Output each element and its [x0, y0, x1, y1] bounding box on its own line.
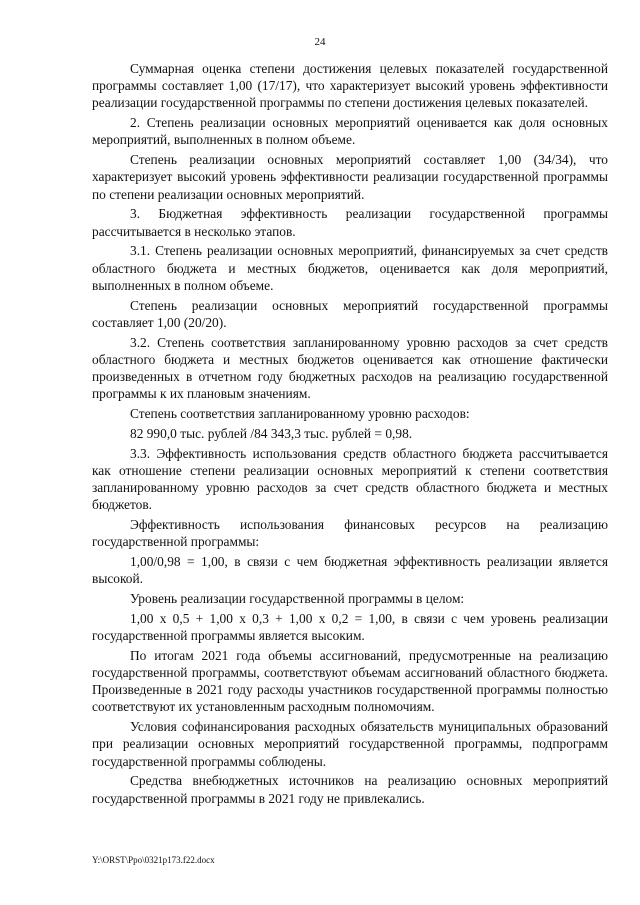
paragraph: 3.1. Степень реализации основных мероприятий, финансируемых за счет средств областного бюджета и местных бюджетов, оценивается как доля мероприятий, выполненных в полном объеме.	[92, 243, 608, 293]
paragraph: 3.3. Эффективность использования средств областного бюджета рассчитывается как отношение степени реализации основных мероприятий к степени соответствия запланированному уровню расходов за счет средств областного бюджета и местных бюджетов.	[92, 445, 608, 513]
paragraph: Степень реализации основных мероприятий государственной программы составляет 1,00 (20/20).	[92, 297, 608, 330]
document-body	[92, 60, 608, 809]
paragraph: Суммарная оценка степени достижения целевых показателей государственной программы составляет 1,00 (17/17), что характеризует высокий уровень эффективности реализации государственной программы по степени достижения целевых показателей.	[92, 61, 608, 111]
paragraph: 3. Бюджетная эффективность реализации государственной программы рассчитывается в несколько этапов.	[92, 206, 608, 239]
paragraph: Средства внебюджетных источников на реализацию основных мероприятий государственной программы в 2021 году не привлекались.	[92, 773, 608, 806]
paragraph: Условия софинансирования расходных обязательств муниципальных образований при реализации основных мероприятий государственной программы, подпрограмм государственной программы соблюдены.	[92, 719, 608, 769]
paragraph: Эффективность использования финансовых ресурсов на реализацию государственной программы:	[92, 517, 608, 550]
paragraph: Степень реализации основных мероприятий составляет 1,00 (34/34), что характеризует высокий уровень эффективности реализации государственной программы по степени реализации основных мероприятий.	[92, 152, 608, 202]
paragraph: 3.2. Степень соответствия запланированному уровню расходов за счет средств областного бюджета и местных бюджетов оценивается как отношение фактически произведенных в отчетном году бюджетных расходов на реализацию государственной программы к их плановым значениям.	[92, 334, 608, 402]
paragraph: Уровень реализации государственной программы в целом:	[130, 591, 465, 607]
paragraph: Степень соответствия запланированному уровню расходов:	[130, 406, 470, 422]
paragraph: 1,00 х 0,5 + 1,00 х 0,3 + 1,00 х 0,2 = 1,00, в связи с чем уровень реализации государственной программы является высоким.	[92, 610, 608, 644]
paragraph: 2. Степень реализации основных мероприятий оценивается как доля основных мероприятий, выполненных в полном объеме.	[92, 115, 608, 148]
paragraph: 1,00/0,98 = 1,00, в связи с чем бюджетная эффективность реализации является высокой.	[92, 554, 608, 587]
paragraph: 82 990,0 тыс. рублей /84 343,3 тыс. рублей = 0,98.	[130, 425, 413, 441]
page-number: 24	[314, 36, 326, 48]
paragraph: По итогам 2021 года объемы ассигнований, предусмотренные на реализацию государственной программы, соответствуют объемам ассигнований областного бюджета. Произведенные в 2021 году расходы участников государственной программы полностью соответствуют их установленным расходным полномочиям.	[92, 647, 608, 715]
footer-file-path: Y:\ORST\Ppo\0321p173.f22.docx	[92, 855, 215, 865]
